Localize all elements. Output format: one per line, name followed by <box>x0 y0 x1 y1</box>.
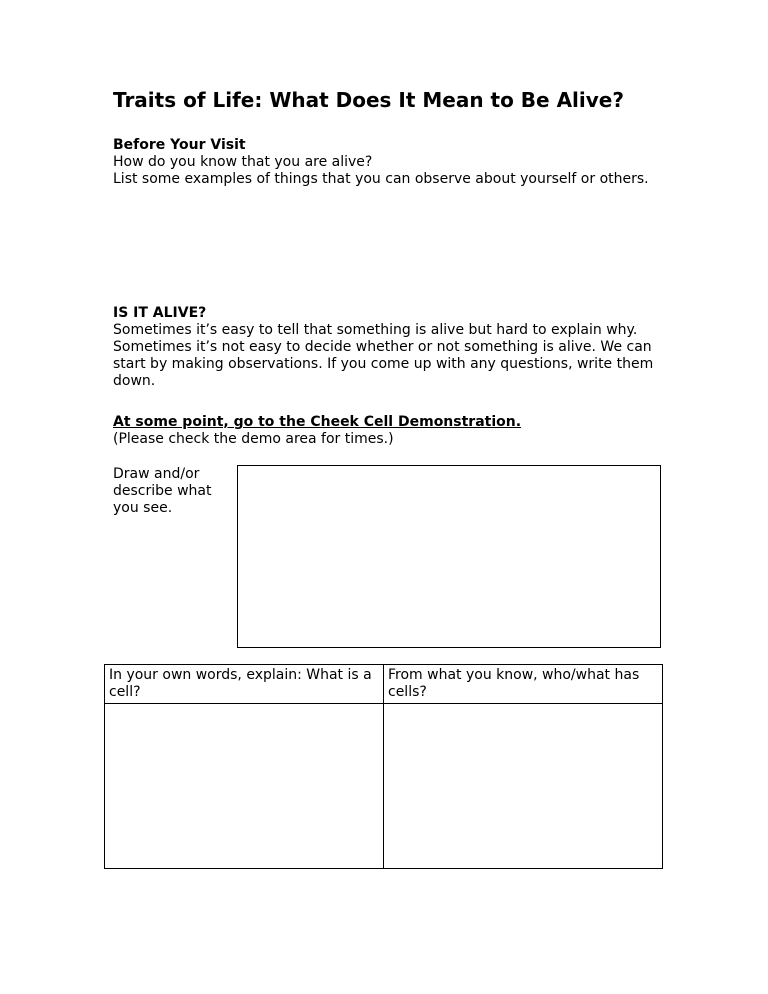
demo-note: (Please check the demo area for times.) <box>113 431 394 447</box>
page-title: Traits of Life: What Does It Mean to Be Alive? <box>113 88 624 112</box>
table-row <box>105 704 663 869</box>
is-it-alive-section <box>113 305 673 390</box>
table-row <box>105 665 663 704</box>
is-it-alive-body: Sometimes it’s easy to tell that something is alive but hard to explain why. Sometimes it’s not easy to decide whether or not something is alive. We can start by making observations. If you come up with any questions, write them down. <box>113 322 654 389</box>
is-it-alive-heading: IS IT ALIVE? <box>113 305 207 321</box>
before-visit-question: How do you know that you are alive? <box>113 154 373 170</box>
question-who-has-cells: From what you know, who/what has cells? <box>384 665 663 704</box>
before-visit-heading: Before Your Visit <box>113 137 246 153</box>
question-what-is-cell: In your own words, explain: What is a cell? <box>105 665 384 704</box>
demo-section <box>113 414 673 448</box>
cell-questions-table <box>104 664 663 869</box>
before-visit-instruction: List some examples of things that you can observe about yourself or others. <box>113 171 649 187</box>
demo-heading: At some point, go to the Cheek Cell Demonstration. <box>113 414 522 430</box>
answer-what-is-cell[interactable] <box>105 704 384 869</box>
before-visit-section <box>113 137 673 188</box>
drawing-area[interactable] <box>237 465 661 648</box>
draw-prompt: Draw and/or describe what you see. <box>113 466 212 516</box>
answer-who-has-cells[interactable] <box>384 704 663 869</box>
